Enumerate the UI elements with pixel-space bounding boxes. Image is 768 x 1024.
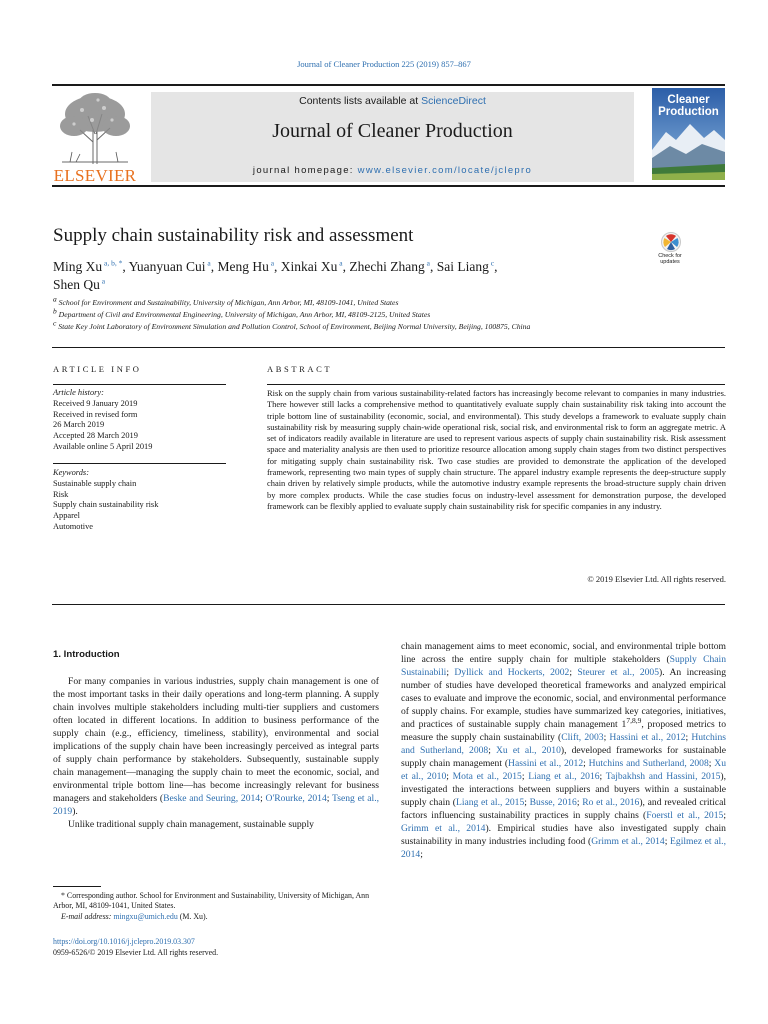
- email-label: E-mail address:: [61, 911, 112, 921]
- citation-link[interactable]: Tseng et al., 2019: [53, 793, 379, 817]
- body-text: ;: [521, 771, 529, 782]
- body-text: ;: [603, 732, 610, 743]
- citation-link[interactable]: Hutchins and Sutherland, 2008: [401, 732, 726, 756]
- author-name[interactable]: Zhechi Zhang: [349, 259, 425, 274]
- email-link[interactable]: mingxu@umich.edu: [113, 911, 178, 921]
- body-text: ;: [488, 745, 496, 756]
- body-rule: [52, 604, 725, 605]
- citation-link[interactable]: Steurer et al., 2005: [577, 667, 660, 678]
- history-item: Received 9 January 2019: [53, 398, 138, 408]
- affiliation-b: [53, 306, 431, 319]
- journal-masthead: [151, 92, 634, 182]
- body-text: ;: [524, 797, 530, 808]
- author-name[interactable]: Meng Hu: [217, 259, 269, 274]
- author[interactable]: [53, 277, 105, 292]
- author[interactable]: [437, 259, 498, 274]
- abstract-heading: ABSTRACT: [267, 364, 333, 374]
- history-label: Article history:: [53, 388, 104, 397]
- body-text: ;: [446, 667, 455, 678]
- author-separator: ,: [342, 259, 350, 274]
- citation-link[interactable]: Ro et al., 2016: [582, 797, 640, 808]
- paragraph: [53, 675, 379, 818]
- journal-homepage: [151, 165, 634, 176]
- author-name[interactable]: Shen Qu: [53, 277, 100, 292]
- issn-line: 0959-6526/© 2019 Elsevier Ltd. All rights reserved.: [53, 947, 219, 957]
- author[interactable]: [349, 259, 436, 274]
- citation-link[interactable]: Grimm et al., 2014: [401, 823, 486, 834]
- footnote-line: [53, 891, 381, 912]
- affiliation-c: [53, 318, 531, 331]
- author-affiliation-mark[interactable]: a: [205, 258, 211, 268]
- keywords: [53, 468, 228, 533]
- citation-link[interactable]: Xu et al., 2010: [401, 758, 726, 782]
- body-text: ). Empirical studies have also investigated supply chain sustainability in many industries including food (: [401, 823, 726, 847]
- body-text: ;: [583, 758, 589, 769]
- body-column-right: [401, 640, 726, 861]
- author-name[interactable]: Sai Liang: [436, 259, 489, 274]
- section-heading: 1. Introduction: [53, 649, 120, 660]
- citation-link[interactable]: Hassini et al., 2012: [609, 732, 686, 743]
- body-text: ;: [420, 849, 423, 860]
- cover-title-line-2: Production: [658, 106, 719, 118]
- article-history: [53, 388, 228, 453]
- homepage-link[interactable]: www.elsevier.com/locate/jclepro: [357, 165, 533, 176]
- citation-link[interactable]: Mota et al., 2015: [452, 771, 522, 782]
- body-text: ), and revealed critical factors influencing sustainability practices in supply chains (: [401, 797, 727, 821]
- cover-title-line-1: Cleaner: [667, 94, 710, 106]
- citation-link[interactable]: Tajbakhsh and Hassini, 2015: [605, 771, 721, 782]
- keywords-label: Keywords:: [53, 468, 89, 477]
- citation-link[interactable]: Foerstl et al., 2015: [646, 810, 724, 821]
- citation-link[interactable]: Busse, 2016: [529, 797, 577, 808]
- contents-prefix: Contents lists available at: [299, 95, 422, 107]
- keyword-item: Apparel: [53, 511, 80, 521]
- body-text: ), investigated the interactions between suppliers and buyers within a sustainable supply chain (: [401, 771, 726, 808]
- footnote-text: Corresponding author. School for Environment and Sustainability, University of Michigan, Ann Arbor, MI, 48109-1041, United States.: [53, 891, 370, 911]
- history-item: Available online 5 April 2019: [53, 441, 153, 451]
- front-matter-rule: [52, 347, 725, 348]
- body-text: Unlike traditional supply chain management, sustainable supply: [68, 819, 314, 830]
- author-name[interactable]: Ming Xu: [53, 259, 103, 274]
- keyword-item: Risk: [53, 489, 69, 499]
- abstract-text: Risk on the supply chain from various sustainability-related factors has increasingly become relevant to companies in many industries. There however still lacks a comprehensive method to quantitatively evaluate supply chain sustainability risk taking into account the triple bottom line of sustainability (economic, social, and environmental). This study develops a framework to evaluate supply chain sustainability risk by measuring supply chain-wide operational risk, social risk, and environmental risk to form an aggregate metric. A set of indicators readily available in literature are used to represent various aspects of supply chain sustainability risk. Risk assessment space and materiality analysis are then used to prioritize resource allocation among supply chain stages from two distinct perspectives for mitigating supply chain sustainability risk. Two case studies are provided to demonstrate the application of the developed framework, representing two main types of supply chain structure. The apparel industry example represents the deep-structure supply chain driven by relatively simple products, while the automotive industry example represents the broad-structure supply chain driven by more complex products. While the case studies focus on industry-level assessment for demonstration purpose, the developed framework can be flexibly applied to evaluate supply chain sustainability risk for specific companies in any industry.: [267, 388, 726, 511]
- author-separator: ,: [429, 259, 437, 274]
- journal-citation[interactable]: Journal of Cleaner Production 225 (2019) 857–867: [297, 59, 471, 69]
- keyword-item: Supply chain sustainability risk: [53, 500, 159, 510]
- body-text: ;: [260, 793, 266, 804]
- footnote-rule: [53, 886, 101, 887]
- body-text: ;: [599, 771, 606, 782]
- body-text: ;: [569, 667, 578, 678]
- top-rule: [52, 84, 725, 86]
- author-affiliation-mark[interactable]: a: [424, 258, 430, 268]
- citation-link[interactable]: Beske and Seuring, 2014: [163, 793, 261, 804]
- citation-link[interactable]: Liang et al., 2016: [528, 771, 600, 782]
- keyword-item: Automotive: [53, 521, 94, 531]
- affiliation-mark: a: [53, 294, 57, 304]
- body-column-left: [53, 675, 379, 831]
- corresponding-author-footnote: [53, 891, 381, 922]
- author-affiliation-mark[interactable]: a: [268, 258, 275, 268]
- citation-link[interactable]: Hassini et al., 2012: [508, 758, 584, 769]
- author-affiliation-mark[interactable]: c: [488, 258, 495, 268]
- body-text: ), developed frameworks for sustainable supply chain management (: [401, 745, 726, 769]
- history-item: 26 March 2019: [53, 420, 105, 430]
- article-info-heading: ARTICLE INFO: [53, 364, 142, 374]
- body-text: chain management aims to meet economic, social, and environmental triple bottom line across the entire supply chain for multiple stakeholders (: [401, 641, 726, 665]
- history-item: Received in revised form: [53, 409, 138, 419]
- author-name[interactable]: Xinkai Xu: [280, 259, 338, 274]
- copyright-notice: © 2019 Elsevier Ltd. All rights reserved.: [587, 574, 726, 584]
- author-list: [53, 258, 633, 294]
- body-text: ;: [685, 732, 692, 743]
- cover-title: [652, 94, 725, 118]
- affiliation-text: State Key Joint Laboratory of Environment Simulation and Pollution Control, School of Environment, Beijing Normal University, Beijing, 100875, China: [58, 322, 531, 331]
- citation-link[interactable]: Liang et al., 2015: [455, 797, 525, 808]
- citation-link[interactable]: Supply Chain Sustainabili: [401, 654, 726, 678]
- elsevier-wordmark: ELSEVIER: [53, 166, 137, 185]
- citation-link[interactable]: Egilmez et al., 2014: [401, 836, 726, 860]
- email-suffix: (M. Xu).: [177, 911, 208, 921]
- footnote-star: *: [61, 891, 65, 900]
- body-text: ). An increasing number of studies have developed theoretical frameworks and analyzed empirical cases to evaluate and improve the economic, social, and environmental performance of supply chains. For example, studies have summarized key categories, initiatives, and practices of sustainable supply chain management 1: [401, 667, 726, 730]
- homepage-prefix: journal homepage:: [252, 165, 358, 176]
- citation-link[interactable]: Xu et al., 2010: [496, 745, 561, 756]
- paragraph: [53, 818, 379, 831]
- paragraph: [401, 640, 726, 861]
- doi-block: [53, 937, 218, 958]
- crossmark-label[interactable]: Check for updates: [658, 253, 682, 265]
- author-separator: ,: [494, 259, 498, 274]
- body-text: ;: [708, 758, 715, 769]
- author-name[interactable]: Yuanyuan Cui: [128, 259, 206, 274]
- body-text: ;: [326, 793, 333, 804]
- reference-superscript: 7,8,9: [626, 715, 642, 725]
- citation-link[interactable]: Clift, 2003: [561, 732, 604, 743]
- body-text: ;: [576, 797, 583, 808]
- affiliation-text: School for Environment and Sustainability, University of Michigan, Ann Arbor, MI, 48109-1041, United States: [58, 298, 399, 307]
- author-separator: ,: [122, 259, 129, 274]
- affiliation-a: [53, 294, 399, 307]
- history-item: Accepted 28 March 2019: [53, 431, 138, 441]
- affiliation-text: Department of Civil and Environmental Engineering, University of Michigan, Ann Arbor, MI, 48109-2125, United States: [58, 310, 431, 319]
- body-text: ;: [664, 836, 671, 847]
- doi-link[interactable]: https://doi.org/10.1016/j.jclepro.2019.03.307: [53, 937, 195, 946]
- author-affiliation-mark[interactable]: a: [99, 276, 106, 286]
- keywords-rule: [53, 463, 226, 464]
- citation-link[interactable]: Dyllick and Hockerts, 2002: [454, 667, 570, 678]
- author-affiliation-mark[interactable]: a: [337, 258, 343, 268]
- author[interactable]: [129, 259, 218, 274]
- journal-title: Journal of Cleaner Production: [272, 120, 513, 142]
- header-bottom-rule: [52, 185, 725, 187]
- keyword-item: Sustainable supply chain: [53, 478, 137, 488]
- contents-line: [151, 95, 634, 107]
- journal-cover-image[interactable]: [652, 88, 725, 180]
- author-affiliation-mark[interactable]: a, b, *: [102, 258, 123, 268]
- citation-link[interactable]: Grimm et al., 2014: [591, 836, 665, 847]
- affiliation-mark: b: [53, 306, 57, 316]
- article-title: Supply chain sustainability risk and assessment: [53, 225, 414, 246]
- body-text: , proposed metrics to measure the supply chain sustainability (: [401, 719, 726, 743]
- sciencedirect-link[interactable]: ScienceDirect: [421, 95, 486, 107]
- body-text: ;: [446, 771, 453, 782]
- abstract-rule: [267, 384, 725, 385]
- author[interactable]: [53, 259, 129, 274]
- author-separator: ,: [210, 259, 218, 274]
- author[interactable]: [281, 259, 350, 274]
- body-text: ;: [723, 810, 726, 821]
- email-line: [53, 912, 381, 922]
- citation-link[interactable]: Hutchins and Sutherland, 2008: [588, 758, 709, 769]
- article-info-rule: [53, 384, 226, 385]
- author-separator: ,: [274, 259, 281, 274]
- body-text: ).: [72, 806, 78, 817]
- author[interactable]: [217, 259, 280, 274]
- body-text: For many companies in various industries, supply chain management is one of the most important tasks in their daily operations and long-term planning. A supply chain involves multiple stakeholders including multi-tier suppliers and customers often located in different locations. In addition to business performance of the supply chain (e.g., efficiency, timeliness, stability), environmental and social implications of the supply chain have been increasingly perceived as integral parts of supply chain performance by stakeholders. Subsequently, sustainable supply chain management—managing the supply chain to meet the economic, social, and environmental triple bottom line—has become increasingly relevant for business managers and stakeholders (: [53, 676, 379, 804]
- citation-link[interactable]: O'Rourke, 2014: [265, 793, 327, 804]
- affiliation-mark: c: [53, 318, 57, 328]
